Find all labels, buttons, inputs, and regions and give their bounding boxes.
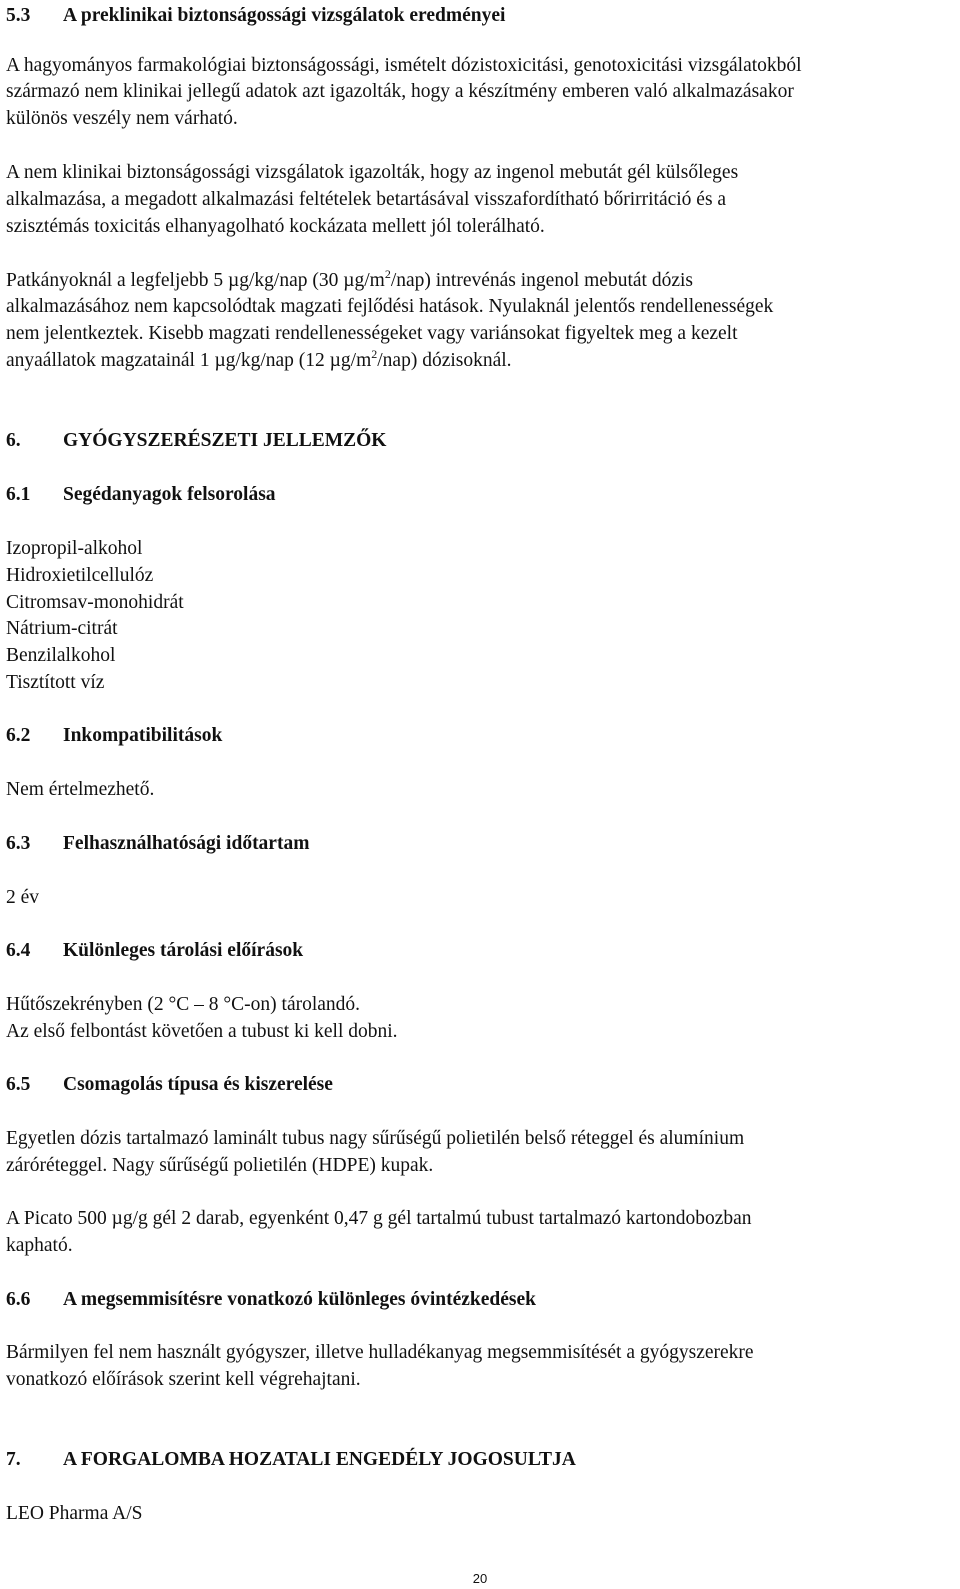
section-6-1-heading: 6.1 Segédanyagok felsorolása [6, 484, 276, 505]
paragraph-2-line-1: A nem klinikai biztonságossági vizsgálatok igazolták, hogy az ingenol mebutát gél külsőleges [6, 162, 739, 183]
section-6-5-para-1-line-2: záróréteggel. Nagy sűrűségű polietilén (HDPE) kupak. [6, 1155, 434, 1176]
paragraph-1-line-1: A hagyományos farmakológiai biztonságossági, ismételt dózistoxicitási, genotoxicitási vizsgálatokból [6, 55, 802, 76]
section-6-4-heading: 6.4 Különleges tárolási előírások [6, 940, 304, 961]
section-6-5-heading: 6.5 Csomagolás típusa és kiszerelése [6, 1074, 333, 1095]
section-6-5-para-1-line-1: Egyetlen dózis tartalmazó laminált tubus nagy sűrűségű polietilén belső réteggel és alumínium [6, 1128, 745, 1149]
section-7-text: LEO Pharma A/S [6, 1503, 143, 1524]
excipient-item: Izopropil-alkohol [6, 538, 143, 559]
paragraph-3-line-3: nem jelentkeztek. Kisebb magzati rendellenességeket vagy variánsokat figyeltek meg a kezelt [6, 323, 738, 344]
paragraph-3-line-4: anyaállatok magzatainál 1 µg/kg/nap (12 $\mu g/m^2/nap$) dózisoknál. [6, 347, 512, 371]
paragraph-3-line-2: alkalmazásához nem kapcsolódtak magzati fejlődési hatások. Nyulaknál jelentős rendellenességek [6, 296, 774, 317]
excipient-item: Nátrium-citrát [6, 618, 118, 639]
section-6-4-line-1: Hűtőszekrényben (2 °C – 8 °C-on) tárolandó. [6, 994, 361, 1015]
section-6-5-para-2-line-2: kapható. [6, 1235, 73, 1256]
section-6-5-para-2-line-1: A Picato 500 µg/g gél 2 darab, egyenként 0,47 g gél tartalmú tubust tartalmazó kartondobozban [6, 1208, 752, 1229]
section-6-6-line-1: Bármilyen fel nem használt gyógyszer, illetve hulladékanyag megsemmisítését a gyógyszerekre [6, 1342, 754, 1363]
section-6-3-text: 2 év [6, 887, 40, 908]
paragraph-1-line-3: különös veszély nem várható. [6, 108, 238, 129]
paragraph-2-line-2: alkalmazása, a megadott alkalmazási feltételek betartásával visszafordítható bőrirritáció és a [6, 189, 727, 210]
section-6-heading: 6. GYÓGYSZERÉSZETI JELLEMZŐK [6, 430, 387, 451]
section-6-6-heading: 6.6 A megsemmisítésre vonatkozó különleges óvintézkedések [6, 1289, 537, 1310]
section-6-4-line-2: Az első felbontást követően a tubust ki kell dobni. [6, 1021, 398, 1042]
excipient-item: Hidroxietilcellulóz [6, 565, 154, 586]
section-5-3-heading: 5.3 A preklinikai biztonságossági vizsgálatok eredményei [6, 5, 506, 26]
section-6-3-heading: 6.3 Felhasználhatósági időtartam [6, 833, 310, 854]
excipient-item: Benzilalkohol [6, 645, 116, 666]
paragraph-3-line-1: Patkányoknál a legfeljebb 5 µg/kg/nap (30 $\mu g/m^2/nap$) intrevénás ingenol mebutát dózis [6, 267, 693, 291]
paragraph-1-line-2: származó nem klinikai jellegű adatok azt igazolták, hogy a készítmény emberen való alkalmazásakor [6, 81, 794, 102]
excipient-item: Citromsav-monohidrát [6, 592, 184, 613]
excipient-item: Tisztított víz [6, 672, 105, 693]
page-number: 20 [472, 1571, 488, 1586]
section-7-heading: 7. A FORGALOMBA HOZATALI ENGEDÉLY JOGOSULTJA [6, 1449, 576, 1470]
section-6-6-line-2: vonatkozó előírások szerint kell végrehajtani. [6, 1369, 361, 1390]
section-6-2-heading: 6.2 Inkompatibilitások [6, 725, 223, 746]
section-6-2-text: Nem értelmezhető. [6, 779, 155, 800]
paragraph-2-line-3: szisztémás toxicitás elhanyagolható kockázata mellett jól tolerálható. [6, 216, 545, 237]
